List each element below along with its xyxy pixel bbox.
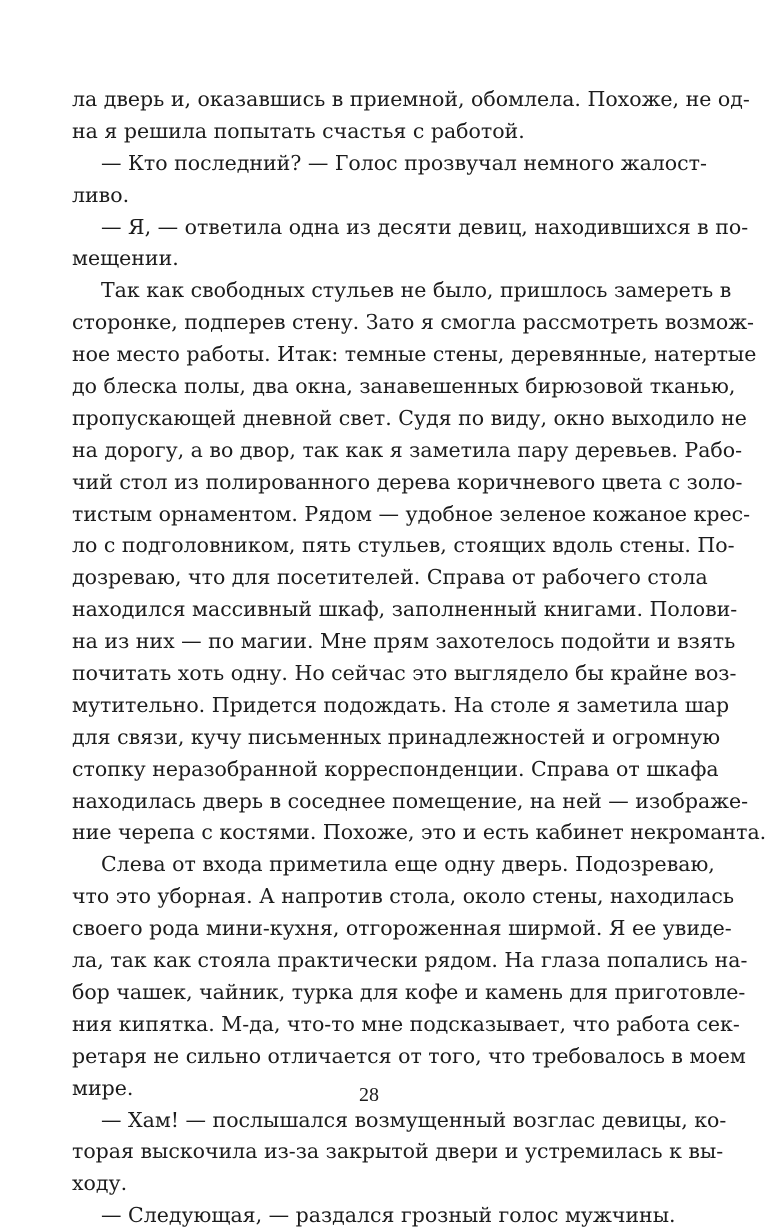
text-line: почитать хоть одну. Но сейчас это выглядело бы крайне воз- — [72, 661, 737, 686]
text-line: ния кипятка. М-да, что-то мне подсказывает, что работа сек- — [72, 1011, 740, 1036]
text-line: дозреваю, что для посетителей. Справа от рабочего стола — [72, 565, 708, 590]
text-line: на из них — по магии. Мне прям захотелось подойти и взять — [72, 629, 736, 654]
text-line: мутительно. Придется подождать. На столе я заметила шар — [72, 692, 730, 717]
text-line: ходу. — [72, 1171, 128, 1196]
text-line: мещении. — [72, 246, 179, 271]
text-line: на я решила попытать счастья с работой. — [72, 118, 525, 143]
text-line: что это уборная. А напротив стола, около стены, находилась — [72, 884, 735, 909]
text-line: находилась дверь в соседнее помещение, на ней — изображе- — [72, 788, 749, 813]
text-line: для связи, кучу письменных принадлежностей и огромную — [72, 724, 721, 749]
text-line: — Следующая, — раздался грозный голос мужчины. — [101, 1203, 676, 1228]
text-line: ло с подголовником, пять стульев, стоящих вдоль стены. По- — [72, 533, 735, 558]
text-line: ла, так как стояла практически рядом. На глаза попались на- — [72, 948, 748, 973]
body-text — [72, 84, 766, 1232]
text-line: чий стол из полированного дерева коричневого цвета с золо- — [72, 469, 743, 494]
text-line: до блеска полы, два окна, занавешенных бирюзовой тканью, — [72, 374, 736, 399]
text-line: ретаря не сильно отличается от того, что требовалось в моем — [72, 1043, 746, 1068]
text-line: своего рода мини-кухня, отгороженная ширмой. Я ее увиде- — [72, 916, 732, 941]
text-line: пропускающей дневной свет. Судя по виду, окно выходило не — [72, 405, 747, 430]
text-line: Так как свободных стульев не было, пришлось замереть в — [101, 278, 732, 303]
text-line: тистым орнаментом. Рядом — удобное зеленое кожаное крес- — [72, 501, 751, 526]
text-line: ливо. — [72, 182, 130, 207]
text-line: находился массивный шкаф, заполненный книгами. Полови- — [72, 597, 738, 622]
text-line: на дорогу, а во двор, так как я заметила пару деревьев. Рабо- — [72, 437, 743, 462]
text-line: — Кто последний? — Голос прозвучал немного жалост- — [101, 150, 707, 175]
text-line: Слева от входа приметила еще одну дверь. Подозреваю, — [101, 852, 715, 877]
text-line: бор чашек, чайник, турка для кофе и камень для приготовле- — [72, 979, 746, 1004]
text-line: стопку неразобранной корреспонденции. Справа от шкафа — [72, 756, 719, 781]
text-line: ние черепа с костями. Похоже, это и есть кабинет некроманта. — [72, 820, 766, 845]
text-line: ное место работы. Итак: темные стены, деревянные, натертые — [72, 342, 757, 367]
text-line: сторонке, подперев стену. Зато я смогла рассмотреть возмож- — [72, 310, 754, 335]
text-line: торая выскочила из-за закрытой двери и устремилась к вы- — [72, 1139, 724, 1164]
text-line: — Хам! — послышался возмущенный возглас девицы, ко- — [101, 1107, 727, 1132]
text-line: мире. — [72, 1075, 134, 1100]
page-number: 28 — [359, 1084, 379, 1106]
text-line: — Я, — ответила одна из десяти девиц, находившихся в по- — [101, 214, 749, 239]
text-line: ла дверь и, оказавшись в приемной, обомлела. Похоже, не од- — [72, 87, 750, 111]
